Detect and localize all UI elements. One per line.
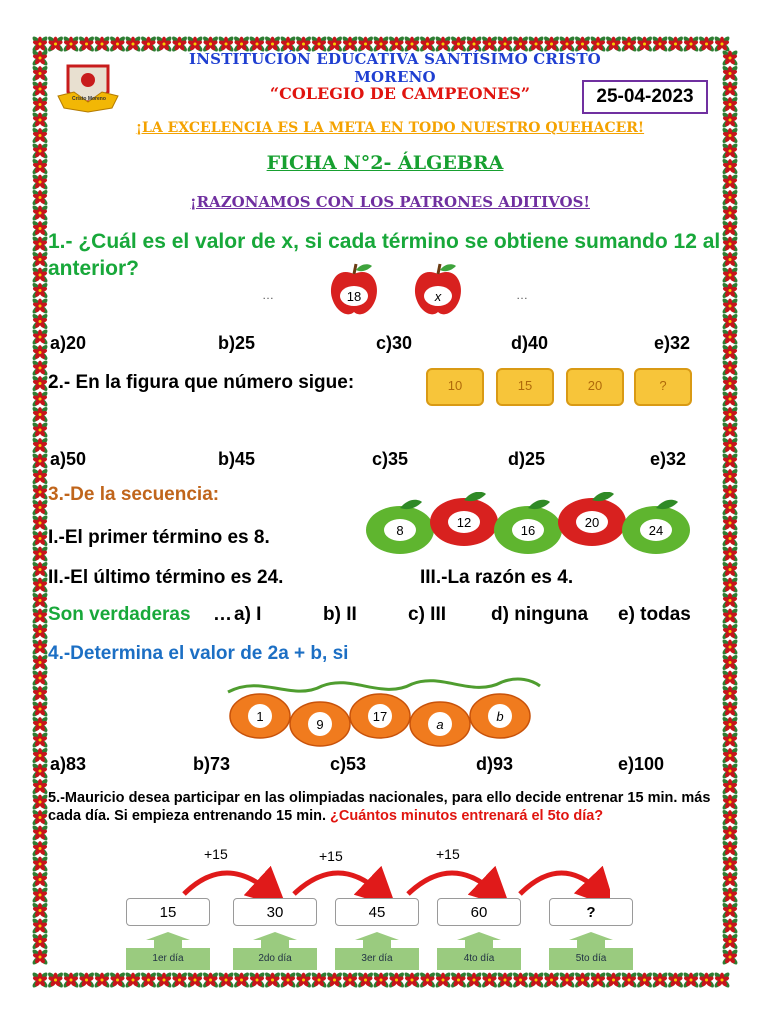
poinsettia-icon	[31, 917, 49, 935]
poinsettia-icon	[31, 933, 49, 951]
poinsettia-icon	[31, 96, 49, 114]
poinsettia-icon	[721, 762, 739, 780]
poinsettia-icon	[721, 111, 739, 129]
poinsettia-icon	[721, 514, 739, 532]
poinsettia-icon	[698, 35, 716, 53]
day-label: 1er día	[126, 948, 210, 970]
apple-icon	[494, 500, 562, 554]
poinsettia-icon	[295, 971, 313, 989]
poinsettia-icon	[31, 406, 49, 424]
poinsettia-icon	[155, 971, 173, 989]
q3-option-e: e) todas	[618, 604, 691, 625]
poinsettia-icon	[31, 685, 49, 703]
poinsettia-icon	[721, 499, 739, 517]
poinsettia-icon	[721, 638, 739, 656]
poinsettia-icon	[496, 971, 514, 989]
poinsettia-icon	[574, 971, 592, 989]
poinsettia-icon	[31, 871, 49, 889]
pumpkin-chain	[222, 672, 542, 748]
poinsettia-icon	[31, 530, 49, 548]
poinsettia-icon	[31, 716, 49, 734]
tile-value: 15	[517, 378, 533, 393]
poinsettia-icon	[31, 762, 49, 780]
poinsettia-icon	[31, 328, 49, 346]
poinsettia-icon	[721, 700, 739, 718]
poinsettia-icon	[721, 204, 739, 222]
sequence-box: 30	[233, 898, 317, 926]
poinsettia-icon	[93, 971, 111, 989]
poinsettia-icon	[31, 65, 49, 83]
apple-value: 12	[456, 515, 472, 530]
poinsettia-icon	[721, 483, 739, 501]
poinsettia-icon	[31, 189, 49, 207]
poinsettia-icon	[31, 971, 49, 989]
poinsettia-icon	[326, 971, 344, 989]
poinsettia-icon	[388, 971, 406, 989]
poinsettia-icon	[721, 297, 739, 315]
poinsettia-icon	[403, 971, 421, 989]
poinsettia-icon	[31, 282, 49, 300]
day-label: 5to día	[549, 948, 633, 970]
poinsettia-icon	[721, 886, 739, 904]
poinsettia-icon	[357, 971, 375, 989]
poinsettia-icon	[721, 716, 739, 734]
q4-option-e: e)100	[618, 754, 665, 774]
q2-option-d: d)25	[508, 449, 546, 469]
increment-label: +15	[204, 846, 228, 862]
poinsettia-icon	[481, 971, 499, 989]
poinsettia-icon	[721, 530, 739, 548]
poinsettia-icon	[682, 971, 700, 989]
statement-3: III.-La razón es 4.	[420, 567, 574, 588]
poinsettia-icon	[31, 576, 49, 594]
day-label: 2do día	[233, 948, 317, 970]
poinsettia-icon	[109, 35, 127, 53]
poinsettia-icon	[31, 251, 49, 269]
poinsettia-icon	[31, 344, 49, 362]
arrow-icon	[294, 873, 382, 894]
poinsettia-icon	[217, 971, 235, 989]
vine	[228, 679, 540, 692]
poinsettia-icon	[721, 933, 739, 951]
poinsettia-icon	[31, 80, 49, 98]
poinsettia-icon	[31, 747, 49, 765]
poinsettia-icon	[31, 886, 49, 904]
poinsettia-icon	[264, 971, 282, 989]
pumpkin-value: a	[436, 717, 444, 732]
poinsettia-icon	[248, 971, 266, 989]
sequence-box: 60	[437, 898, 521, 926]
q1-option-b: b)25	[218, 333, 256, 353]
poinsettia-icon	[721, 468, 739, 486]
poinsettia-icon	[109, 971, 127, 989]
pumpkin-icon	[350, 694, 410, 738]
arrow-icon	[408, 873, 496, 894]
pumpkin-icon	[410, 702, 470, 746]
poinsettia-icon	[31, 421, 49, 439]
q2-option-b: b)45	[218, 449, 256, 469]
pumpkin-value: b	[496, 709, 504, 724]
poinsettia-icon	[721, 328, 739, 346]
poinsettia-icon	[31, 111, 49, 129]
poinsettia-icon	[721, 359, 739, 377]
apple-value-a: 18	[346, 289, 362, 304]
poinsettia-icon	[721, 840, 739, 858]
q2-option-a: a)50	[50, 449, 87, 469]
poinsettia-icon	[31, 824, 49, 842]
poinsettia-icon	[78, 35, 96, 53]
poinsettia-icon	[721, 592, 739, 610]
page-subtitle: ¡RAZONAMOS CON LOS PATRONES ADITIVOS!	[190, 193, 590, 211]
apple-value: 16	[520, 523, 536, 538]
institution-name: INSTITUCIÓN EDUCATIVA SANTÍSIMO CRISTO MORENO	[189, 50, 601, 86]
poinsettia-icon	[419, 971, 437, 989]
q1-option-c: c)30	[376, 333, 413, 353]
poinsettia-icon	[31, 158, 49, 176]
tile-value: 10	[447, 378, 463, 393]
poinsettia-icon	[721, 576, 739, 594]
poinsettia-icon	[31, 561, 49, 579]
poinsettia-icon	[31, 778, 49, 796]
poinsettia-icon	[721, 344, 739, 362]
q5-text: 5.-Mauricio desea participar en las olimpiadas nacionales, para ello decide entrenar 15 min. más cada día. Si empieza entrenando 15 min.	[48, 790, 711, 824]
q4-option-d: d)93	[476, 754, 514, 774]
pumpkin-value: 9	[316, 717, 324, 732]
poinsettia-icon	[62, 35, 80, 53]
poinsettia-icon	[651, 35, 669, 53]
poinsettia-icon	[721, 747, 739, 765]
poinsettia-icon	[721, 80, 739, 98]
poinsettia-icon	[31, 390, 49, 408]
arrows-diagram	[170, 858, 610, 900]
day-label: 3er día	[335, 948, 419, 970]
apple-value: 20	[584, 515, 600, 530]
poinsettia-icon	[721, 437, 739, 455]
poinsettia-icon	[636, 971, 654, 989]
poinsettia-icon	[721, 406, 739, 424]
poinsettia-icon	[279, 971, 297, 989]
poinsettia-icon	[721, 902, 739, 920]
poinsettia-icon	[721, 731, 739, 749]
poinsettia-icon	[721, 871, 739, 889]
poinsettia-icon	[721, 96, 739, 114]
q1-dots-left: …	[262, 288, 274, 302]
poinsettia-icon	[721, 375, 739, 393]
q3-ellipsis: …	[213, 604, 232, 625]
q4-option-b: b)73	[193, 754, 231, 774]
poinsettia-icon	[721, 685, 739, 703]
pumpkin-icon	[470, 694, 530, 738]
poinsettia-icon	[620, 971, 638, 989]
q1-option-d: d)40	[511, 333, 549, 353]
poinsettia-icon	[31, 607, 49, 625]
poinsettia-icon	[721, 142, 739, 160]
poinsettia-icon	[233, 971, 251, 989]
poinsettia-icon	[31, 313, 49, 331]
poinsettia-icon	[721, 282, 739, 300]
arrow-icon	[184, 873, 272, 894]
poinsettia-icon	[31, 700, 49, 718]
poinsettia-icon	[31, 468, 49, 486]
poinsettia-icon	[434, 971, 452, 989]
poinsettia-icon	[31, 545, 49, 563]
poinsettia-icon	[721, 654, 739, 672]
poinsettia-icon	[31, 235, 49, 253]
tile-value: 20	[587, 378, 603, 393]
increment-label: +15	[319, 848, 343, 864]
pumpkin-value: 1	[256, 709, 264, 724]
pumpkin-icon	[290, 702, 350, 746]
poinsettia-icon	[721, 623, 739, 641]
poinsettia-icon	[62, 971, 80, 989]
page-title: FICHA N°2- ÁLGEBRA	[266, 152, 504, 174]
poinsettia-icon	[31, 204, 49, 222]
poinsettia-icon	[721, 313, 739, 331]
q1-option-e: e)32	[654, 333, 691, 353]
apple-icon	[366, 500, 434, 554]
poinsettia-icon	[31, 297, 49, 315]
poinsettia-icon	[721, 669, 739, 687]
poinsettia-icon	[31, 49, 49, 67]
poinsettia-icon	[310, 971, 328, 989]
poinsettia-icon	[31, 514, 49, 532]
poinsettia-icon	[558, 971, 576, 989]
apple-value: 8	[396, 523, 404, 538]
poinsettia-icon	[31, 592, 49, 610]
poinsettia-icon	[721, 824, 739, 842]
poinsettia-icon	[31, 483, 49, 501]
poinsettia-icon	[31, 654, 49, 672]
poinsettia-icon	[713, 35, 731, 53]
poinsettia-icon	[721, 545, 739, 563]
school-crest-icon	[56, 62, 120, 116]
increment-label: +15	[436, 846, 460, 862]
poinsettia-icon	[721, 917, 739, 935]
q1-dots-right: …	[516, 288, 528, 302]
sequence-box: 15	[126, 898, 210, 926]
q3-option-b: b) II	[323, 604, 357, 625]
apple-icon	[430, 492, 498, 546]
motto: ¡LA EXCELENCIA ES LA META EN TODO NUESTRO QUEHACER!	[135, 120, 645, 136]
poinsettia-icon	[721, 158, 739, 176]
school-logo	[56, 62, 120, 116]
question-2: 2.- En la figura que número sigue:	[48, 372, 355, 393]
logo-caption: Cristo Moreno	[72, 96, 106, 102]
poinsettia-icon	[31, 902, 49, 920]
q1-option-a: a)20	[50, 333, 87, 353]
poinsettia-icon	[721, 65, 739, 83]
q3-option-d: d) ninguna	[491, 604, 589, 625]
statement-1: I.-El primer término es 8.	[48, 527, 270, 548]
question-3: 3.-De la secuencia:	[48, 484, 220, 505]
poinsettia-icon	[465, 971, 483, 989]
poinsettia-icon	[47, 35, 65, 53]
q3-option-a: a) I	[234, 604, 262, 625]
q3-option-c: c) III	[408, 604, 447, 625]
poinsettia-icon	[450, 971, 468, 989]
poinsettia-icon	[682, 35, 700, 53]
poinsettia-icon	[31, 359, 49, 377]
question-5	[48, 789, 728, 825]
poinsettia-icon	[721, 390, 739, 408]
poinsettia-icon	[589, 971, 607, 989]
poinsettia-icon	[527, 971, 545, 989]
poinsettia-icon	[31, 809, 49, 827]
poinsettia-icon	[721, 189, 739, 207]
poinsettia-icon	[31, 948, 49, 966]
pumpkin-value: 17	[372, 709, 388, 724]
tile-sequence	[426, 366, 696, 410]
pumpkin-icon	[230, 694, 290, 738]
poinsettia-icon	[31, 127, 49, 145]
poinsettia-icon	[721, 49, 739, 67]
q5-question: ¿Cuántos minutos entrenará el 5to día?	[330, 808, 604, 824]
apple-value-x: x	[434, 289, 442, 304]
poinsettia-icon	[31, 499, 49, 517]
poinsettia-icon	[186, 971, 204, 989]
day-label: 4to día	[437, 948, 521, 970]
poinsettia-icon	[31, 437, 49, 455]
poinsettia-icon	[31, 375, 49, 393]
poinsettia-icon	[713, 971, 731, 989]
poinsettia-icon	[543, 971, 561, 989]
poinsettia-icon	[31, 731, 49, 749]
poinsettia-icon	[667, 971, 685, 989]
question-4: 4.-Determina el valor de 2a + b, si	[48, 643, 349, 664]
q2-option-c: c)35	[372, 449, 409, 469]
poinsettia-icon	[93, 35, 111, 53]
poinsettia-icon	[605, 971, 623, 989]
poinsettia-icon	[31, 840, 49, 858]
poinsettia-icon	[721, 607, 739, 625]
arrow-icon	[520, 873, 602, 894]
poinsettia-icon	[31, 452, 49, 470]
poinsettia-icon	[31, 793, 49, 811]
apple-value: 24	[648, 523, 664, 538]
poinsettia-icon	[721, 452, 739, 470]
poinsettia-icon	[31, 623, 49, 641]
poinsettia-icon	[124, 971, 142, 989]
q3-prompt: Son verdaderas	[48, 604, 191, 625]
poinsettia-icon	[47, 971, 65, 989]
poinsettia-icon	[31, 220, 49, 238]
sequence-box-unknown: ?	[549, 898, 633, 926]
sequence-box: 45	[335, 898, 419, 926]
question-1: 1.- ¿Cuál es el valor de x, si cada término se obtiene sumando 12 al anterior?	[48, 230, 721, 280]
poinsettia-icon	[341, 971, 359, 989]
tile-value: ?	[659, 378, 667, 393]
poinsettia-icon	[124, 35, 142, 53]
poinsettia-icon	[31, 142, 49, 160]
poinsettia-icon	[31, 855, 49, 873]
poinsettia-icon	[31, 173, 49, 191]
poinsettia-icon	[651, 971, 669, 989]
q4-option-a: a)83	[50, 754, 87, 774]
apple-chain	[362, 492, 692, 556]
poinsettia-icon	[31, 266, 49, 284]
poinsettia-icon	[140, 971, 158, 989]
poinsettia-icon	[721, 127, 739, 145]
poinsettia-icon	[171, 971, 189, 989]
poinsettia-icon	[512, 971, 530, 989]
q4-option-c: c)53	[330, 754, 367, 774]
date-box: 25-04-2023	[582, 80, 708, 114]
poinsettia-icon	[721, 173, 739, 191]
statement-2: II.-El último término es 24.	[48, 567, 284, 588]
apple-icon	[558, 492, 626, 546]
poinsettia-icon	[721, 855, 739, 873]
slogan: “COLEGIO DE CAMPEONES”	[269, 84, 531, 103]
poinsettia-icon	[202, 971, 220, 989]
poinsettia-icon	[31, 35, 49, 53]
poinsettia-icon	[721, 421, 739, 439]
poinsettia-icon	[372, 971, 390, 989]
poinsettia-icon	[721, 948, 739, 966]
poinsettia-icon	[667, 35, 685, 53]
poinsettia-icon	[31, 669, 49, 687]
apple-icon	[622, 500, 690, 554]
poinsettia-icon	[698, 971, 716, 989]
q2-option-e: e)32	[650, 449, 687, 469]
poinsettia-icon	[78, 971, 96, 989]
poinsettia-icon	[721, 561, 739, 579]
poinsettia-icon	[31, 638, 49, 656]
